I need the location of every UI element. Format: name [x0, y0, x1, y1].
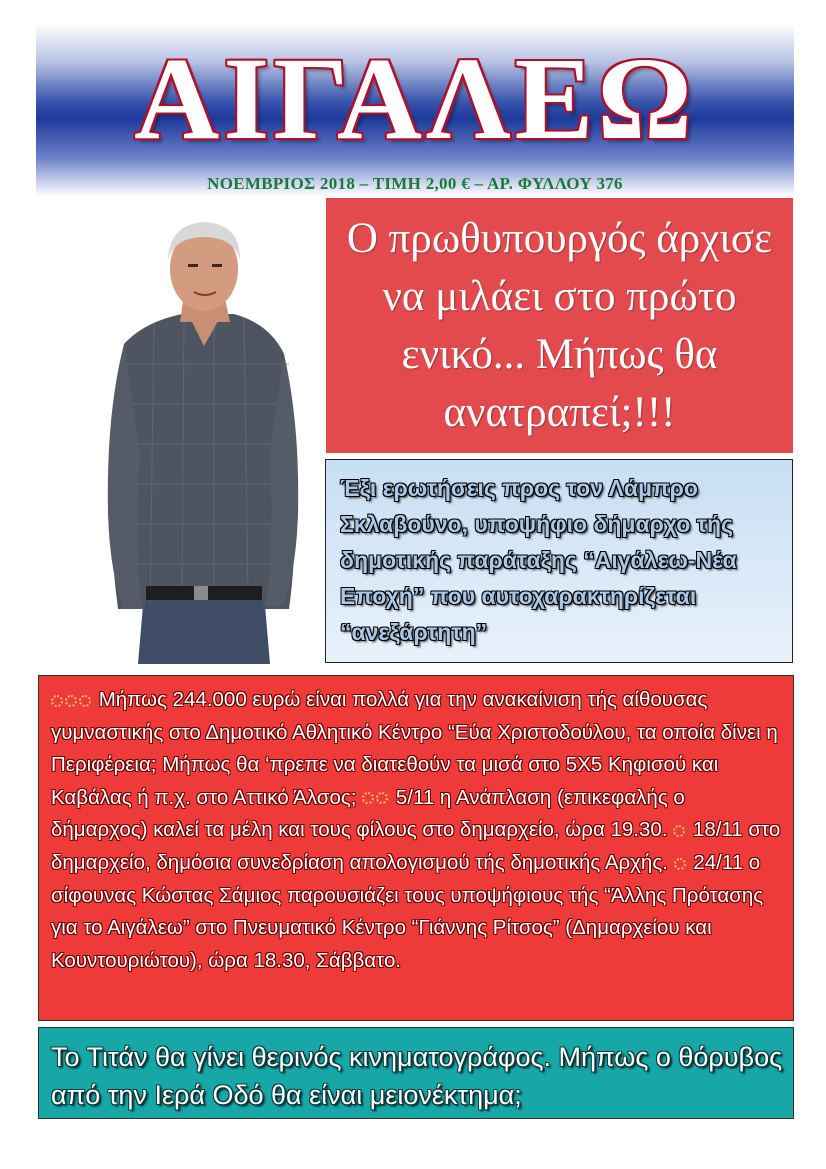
questions-box — [325, 459, 793, 663]
news-item-1: Μήπως 244.000 ευρώ είναι πολλά για την ανακαίνιση τής αίθουσας γυμναστικής στο Δημοτικό Αθλητικό Κέντρο “Εύα Χριστοδούλου, τα οποία δίνει η Περιφέρεια; Μήπως θα ‘πρεπε να διατεθούν τα μισά στο 5Χ5 Κηφισού και Καβάλας ή π.χ. στο Αττικό Άλσος; — [51, 688, 778, 809]
bullet-icon — [51, 695, 63, 707]
main-headline — [326, 198, 793, 453]
bullet-icon — [362, 792, 374, 804]
newspaper-title: ΑΙΓΑΛΕΩ — [134, 33, 696, 164]
news-item-4: 24/11 ο σίφουνας Κώστας Σάμιος παρουσιάζει τους υποψήφιους τής “Άλλης Πρότασης για το Αιγάλεω” στο Πνευματικό Κέντρο “Γιάννης Ρίτσος” (Δημαρχείου και Κουντουριώτου), ώρα 18.30, Σάββατο. — [51, 850, 764, 972]
news-item-2: 5/11 η Ανάπλαση (επικεφαλής ο δήμαρχος) καλεί τα μέλη και τους φίλους στο δημαρχείο, ώρα 19.30. — [51, 785, 685, 842]
issue-line: ΝΟΕΜΒΡΙΟΣ 2018 – ΤΙΜΗ 2,00 € – ΑΡ. ΦΥΛΛΟΥ 376 — [207, 174, 623, 193]
bottom-text: Το Τιτάν θα γίνει θερινός κινηματογράφος. Μήπως ο θόρυβος από την Ιερά Οδό θα είναι μειονέκτημα; — [51, 1042, 783, 1110]
masthead — [36, 24, 794, 196]
headline-text: Ο πρωθυπουργός άρχισε να μιλάει στο πρώτο ενικό... Μήπως θα ανατραπεί;!!! — [346, 214, 773, 436]
bullet-icon — [79, 695, 91, 707]
news-paragraph — [51, 684, 783, 977]
questions-text: Έξι ερωτήσεις προς τον Λάμπρο Σκλαβούνο, υποψήφιο δήμαρχο τής δημοτικής παράταξης “Αιγάλεω-Νέα Εποχή” που αυτοχαρακτηρίζεται “ανεξάρτητη” — [340, 475, 737, 645]
bullet-icon — [65, 695, 77, 707]
bullet-icon — [674, 858, 686, 870]
bullet-icon — [673, 825, 685, 837]
bullet-icon — [376, 792, 388, 804]
bottom-box — [38, 1027, 794, 1119]
news-item-3: 18/11 στο δημαρχείο, δημόσια συνεδρίαση απολογισμού τής δημοτικής Αρχής. — [51, 818, 781, 874]
news-box — [38, 675, 794, 1021]
candidate-photo — [84, 214, 320, 664]
